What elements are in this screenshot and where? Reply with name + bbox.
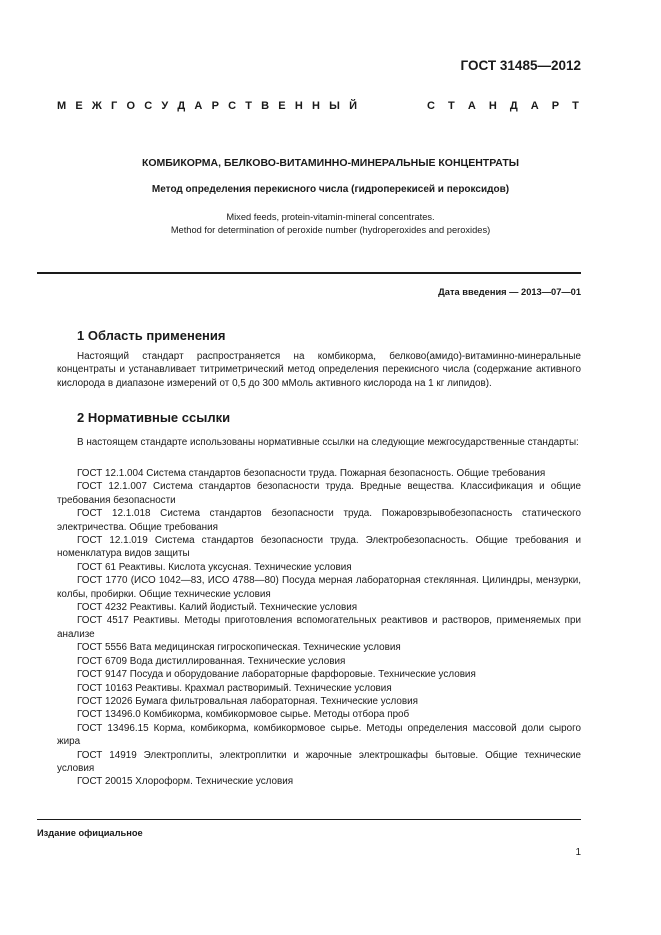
footer-divider (37, 819, 581, 820)
english-title (0, 211, 661, 236)
standard-type-letter: Й (349, 100, 357, 112)
standard-type-letter: Ы (329, 100, 340, 112)
reference-item: ГОСТ 12026 Бумага фильтровальная лабораторная. Технические условия (77, 695, 418, 707)
reference-item: ГОСТ 4232 Реактивы. Калий йодистый. Технические условия (77, 602, 358, 614)
standard-type-letter: Н (294, 100, 303, 112)
standard-type-letter: Т (448, 100, 455, 112)
section-2-heading: 2 Нормативные ссылки (77, 410, 231, 425)
standard-type-letter: А (530, 100, 539, 112)
standard-type-letter: Е (278, 100, 286, 112)
page-number: 1 (575, 847, 581, 858)
reference-item: ГОСТ 10163 Реактивы. Крахмал растворимый. Технические условия (77, 682, 392, 694)
standard-type-letter: Д (177, 100, 186, 112)
standard-type-word-1 (57, 100, 357, 112)
document-title: КОМБИКОРМА, БЕЛКОВО-ВИТАМИННО-МИНЕРАЛЬНЫЕ КОНЦЕНТРАТЫ (141, 157, 520, 169)
standard-type-letter: Г (111, 100, 118, 112)
standard-type-letter: С (228, 100, 237, 112)
standard-type-letter: М (57, 100, 67, 112)
standard-type-letter: А (194, 100, 203, 112)
section-1-heading: 1 Область применения (77, 328, 226, 343)
standard-type-letter: Ж (91, 100, 102, 112)
standard-type-letter: Н (488, 100, 497, 112)
reference-item: ГОСТ 12.1.007 Система стандартов безопасности труда. Вредные вещества. Классификация и общие требования безопасности (57, 481, 581, 506)
standard-type-letter: Е (75, 100, 83, 112)
reference-item: ГОСТ 12.1.019 Система стандартов безопасности труда. Электробезопасность. Общие требования и номенклатура видов защиты (57, 535, 581, 560)
section-1-text: Настоящий стандарт распространяется на комбикорма, белково(амидо)-витаминно-минеральные концентраты и устанавливает титриметрический метод определения перекисного числа (содержание активного кислорода в диапазоне измерений от 0,5 до 300 мМоль активного кислорода на 1 кг липидов). (57, 351, 581, 389)
reference-item: ГОСТ 13496.0 Комбикорма, комбикормовое сырье. Методы отбора проб (77, 709, 410, 721)
standard-type-letter: В (261, 100, 270, 112)
standard-type-letter: У (161, 100, 169, 112)
standard-type-letter: С (427, 100, 435, 112)
standard-type-letter: С (144, 100, 153, 112)
english-title-line-2: Method for determination of peroxide number (hydroperoxides and peroxides) (170, 224, 491, 235)
standard-type-letter: А (467, 100, 476, 112)
reference-item: ГОСТ 5556 Вата медицинская гигроскопическая. Технические условия (77, 642, 401, 654)
section-2-intro: В настоящем стандарте использованы нормативные ссылки на следующие межгосударственные стандарты: (77, 437, 579, 448)
reference-item: ГОСТ 14919 Электроплиты, электроплитки и жарочные электрошкафы бытовые. Общие технические условия (57, 749, 581, 774)
reference-item: ГОСТ 6709 Вода дистиллированная. Технические условия (77, 655, 346, 667)
document-subtitle: Метод определения перекисного числа (гидроперекисей и пероксидов) (151, 184, 510, 195)
reference-item: ГОСТ 61 Реактивы. Кислота уксусная. Технические условия (77, 561, 352, 573)
standard-type-letter: Т (572, 100, 579, 112)
reference-item: ГОСТ 20015 Хлороформ. Технические условия (77, 776, 294, 788)
standard-type-letter: Р (551, 100, 560, 112)
edition-label: Издание официальное (37, 828, 143, 838)
standard-type-heading (57, 100, 579, 112)
reference-item: ГОСТ 1770 (ИСО 1042—83, ИСО 4788—80) Посуда мерная лабораторная стеклянная. Цилиндры, мензурки, колбы, пробирки. Общие технические условия (57, 575, 581, 600)
reference-item: ГОСТ 4517 Реактивы. Методы приготовления вспомогательных реактивов и растворов, применяемых при анализе (57, 615, 581, 640)
standard-type-letter: Н (311, 100, 320, 112)
standard-type-letter: Т (245, 100, 252, 112)
standard-type-word-2 (427, 100, 579, 112)
english-title-line-1: Mixed feeds, protein-vitamin-mineral concentrates. (226, 212, 435, 222)
reference-item: ГОСТ 12.1.004 Система стандартов безопасности труда. Пожарная безопасность. Общие требования (77, 468, 546, 479)
standard-type-letter: О (126, 100, 136, 112)
standard-type-letter: Р (211, 100, 219, 112)
references-list (57, 467, 581, 789)
reference-item: ГОСТ 9147 Посуда и оборудование лабораторные фарфоровые. Технические условия (77, 669, 476, 681)
reference-item: ГОСТ 13496.15 Корма, комбикорма, комбикормовое сырье. Методы определения массовой доли сырого жира (57, 722, 581, 748)
standard-type-letter: Д (509, 100, 518, 112)
title-divider (37, 272, 581, 274)
document-code: ГОСТ 31485—2012 (460, 58, 581, 73)
reference-item: ГОСТ 12.1.018 Система стандартов безопасности труда. Пожаровзрывобезопасность статического электричества. Общие требования (57, 508, 581, 533)
introduction-date: Дата введения — 2013—07—01 (438, 287, 581, 297)
